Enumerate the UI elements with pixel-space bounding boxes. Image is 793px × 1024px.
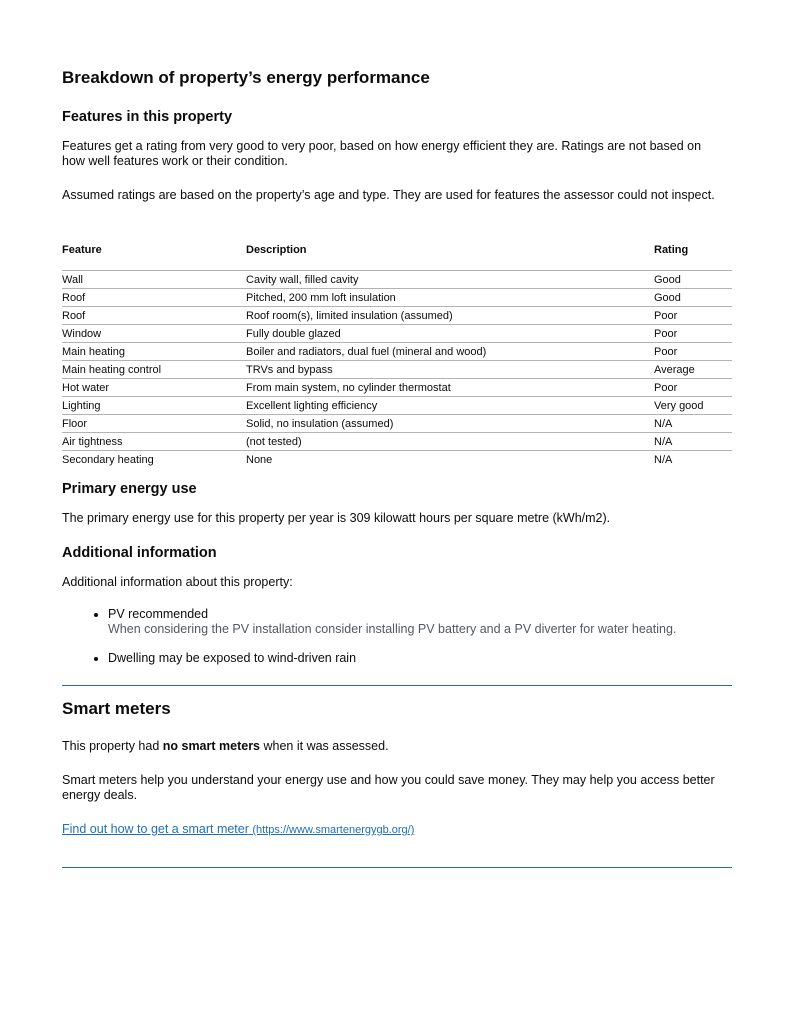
list-item <box>108 651 676 666</box>
rating-cell: Very good <box>654 397 732 415</box>
description-cell: TRVs and bypass <box>246 361 654 379</box>
features-heading: Features in this property <box>62 109 233 125</box>
additional-info-heading: Additional information <box>62 545 217 561</box>
rating-cell: Poor <box>654 379 732 397</box>
status-prefix: This property had <box>62 739 163 753</box>
smart-meters-status <box>62 739 727 754</box>
description-cell: From main system, no cylinder thermostat <box>246 379 654 397</box>
rating-cell: Poor <box>654 325 732 343</box>
feature-cell: Main heating control <box>62 361 246 379</box>
header-rating: Rating <box>654 240 732 271</box>
feature-cell: Secondary heating <box>62 453 154 466</box>
description-cell: Roof room(s), limited insulation (assumed) <box>246 307 654 325</box>
rating-cell: Good <box>654 289 732 307</box>
primary-energy-text: The primary energy use for this property per year is 309 kilowatt hours per square metre (kWh/m2). <box>62 511 611 525</box>
rating-cell: Good <box>654 271 732 289</box>
features-intro-2: Assumed ratings are based on the property’s age and type. They are used for features the assessor could not inspect. <box>62 188 715 202</box>
feature-cell: Roof <box>62 289 246 307</box>
additional-info-text: Additional information about this property: <box>62 575 293 589</box>
rating-cell: Poor <box>654 307 732 325</box>
rating-cell: N/A <box>654 415 732 433</box>
rating-cell: N/A <box>654 453 673 466</box>
feature-cell: Hot water <box>62 379 246 397</box>
header-description: Description <box>246 240 654 271</box>
feature-cell: Floor <box>62 415 246 433</box>
table-row <box>62 271 732 289</box>
smart-meters-description: Smart meters help you understand your energy use and how you could save money. They may help you access better energy deals. <box>62 773 715 802</box>
smart-meters-heading: Smart meters <box>62 699 171 718</box>
section-divider <box>62 685 732 686</box>
features-intro-1: Features get a rating from very good to very poor, based on how energy efficient they are. Ratings are not based on how well features work or their condition. <box>62 139 702 168</box>
features-table <box>62 240 732 468</box>
table-row <box>62 289 732 307</box>
description-cell: Pitched, 200 mm loft insulation <box>246 289 654 307</box>
table-row <box>62 415 732 433</box>
rating-cell: Poor <box>654 343 732 361</box>
table-row <box>62 379 732 397</box>
table-row <box>62 343 732 361</box>
rating-cell: N/A <box>654 433 732 451</box>
feature-cell: Roof <box>62 307 246 325</box>
feature-cell: Lighting <box>62 397 246 415</box>
primary-energy-heading: Primary energy use <box>62 481 197 497</box>
table-row <box>62 451 732 469</box>
table-row <box>62 361 732 379</box>
description-cell: Boiler and radiators, dual fuel (mineral and wood) <box>246 343 654 361</box>
table-row <box>62 307 732 325</box>
list-item-title: Dwelling may be exposed to wind-driven rain <box>108 651 357 665</box>
breakdown-title: Breakdown of property’s energy performance <box>62 68 430 87</box>
header-feature: Feature <box>62 240 246 271</box>
description-cell: (not tested) <box>246 433 654 451</box>
table-row <box>62 397 732 415</box>
list-item-title: PV recommended <box>108 607 209 621</box>
list-item-hint: When considering the PV installation consider installing PV battery and a PV diverter for water heating. <box>108 622 677 636</box>
smart-meter-link[interactable] <box>62 822 414 838</box>
table-header-row <box>62 240 732 271</box>
smart-meter-link-text: Find out how to get a smart meter <box>62 822 249 836</box>
feature-cell: Window <box>62 325 246 343</box>
additional-info-list <box>62 607 676 666</box>
smart-meter-link-url: (https://www.smartenergygb.org/) <box>252 824 415 836</box>
list-item <box>108 607 676 637</box>
rating-cell: Average <box>654 361 732 379</box>
feature-cell: Wall <box>62 271 246 289</box>
description-cell: Excellent lighting efficiency <box>246 397 654 415</box>
table-row <box>62 325 732 343</box>
feature-cell: Air tightness <box>62 433 246 451</box>
table-row <box>62 433 732 451</box>
description-cell: Fully double glazed <box>246 325 654 343</box>
description-cell: None <box>246 453 273 466</box>
status-suffix: when it was assessed. <box>260 739 389 753</box>
status-bold: no smart meters <box>162 739 261 753</box>
feature-cell: Main heating <box>62 343 246 361</box>
description-cell: Cavity wall, filled cavity <box>246 271 654 289</box>
section-divider <box>62 867 732 868</box>
description-cell: Solid, no insulation (assumed) <box>246 415 654 433</box>
